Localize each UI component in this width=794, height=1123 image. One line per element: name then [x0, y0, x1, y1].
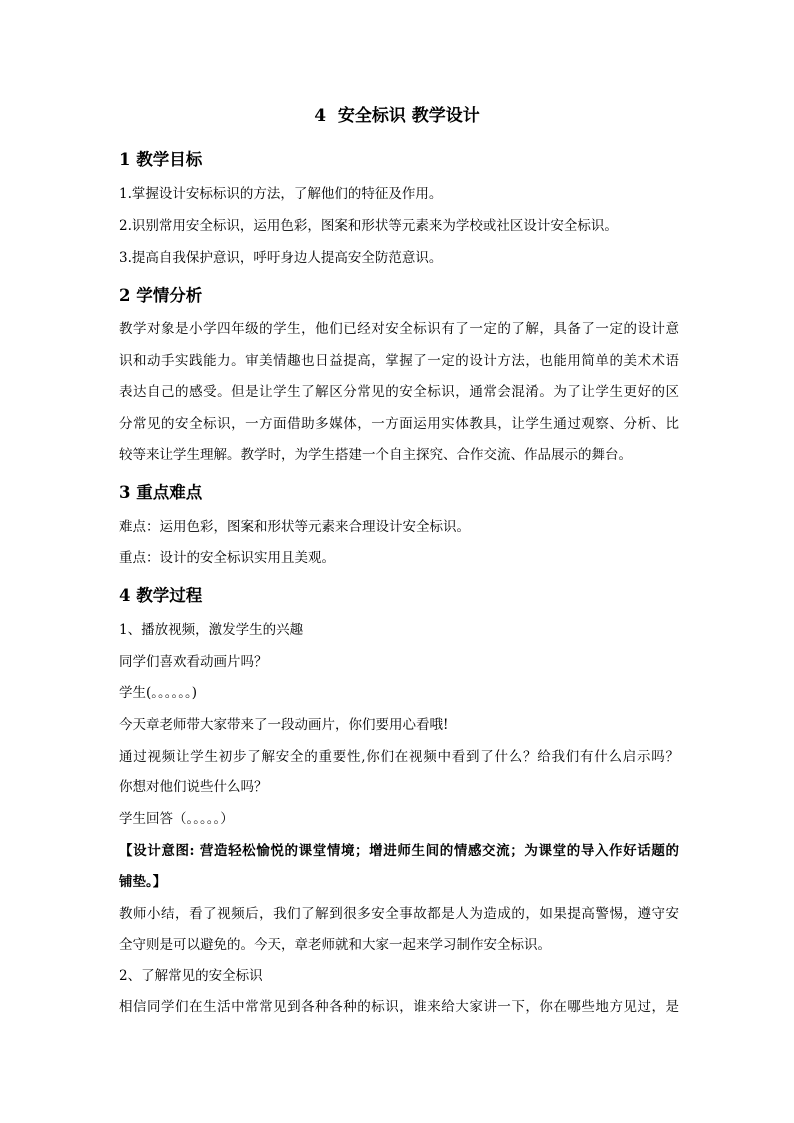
paragraph-line: 相信同学们在生活中常常见到各种各种的标识，谁来给大家讲一下，你在哪些地方见过，是: [119, 999, 679, 1015]
paragraph-line: 表达自己的感受。但是让学生了解区分常见的安全标识，通常会混淆。为了让学生更好的区: [119, 384, 679, 400]
paragraph-line: 你想对他们说些什么吗？: [119, 779, 268, 795]
paragraph-line: 同学们喜欢看动画片吗？: [119, 654, 268, 670]
paragraph-line: 3.提高自我保护意识，呼吁身边人提高安全防范意识。: [119, 250, 443, 266]
document-title: 4 安全标识 教学设计: [314, 106, 480, 126]
section-heading: 1 教学目标: [119, 150, 203, 169]
paragraph-line: 较等来让学生理解。教学时，为学生搭建一个自主探究、合作交流、作品展示的舞台。: [119, 447, 632, 463]
paragraph-line: 学生回答（。。。。。）: [119, 811, 234, 827]
paragraph-line: 难点：运用色彩，图案和形状等元素来合理设计安全标识。: [119, 519, 470, 535]
paragraph-line: 今天章老师带大家带来了一段动画片，你们要用心看哦!: [119, 717, 449, 733]
paragraph-line: 1、播放视频，激发学生的兴趣: [119, 622, 304, 638]
paragraph-line: 重点：设计的安全标识实用且美观。: [119, 550, 335, 566]
paragraph-line: 2、了解常见的安全标识: [119, 968, 263, 984]
paragraph-line: 2.识别常用安全标识，运用色彩，图案和形状等元素来为学校或社区设计安全标识。: [119, 218, 618, 234]
design-intent-line: 铺垫。】: [119, 874, 167, 890]
section-heading: 4 教学过程: [119, 586, 203, 605]
section-heading: 3 重点难点: [119, 483, 203, 502]
paragraph-line: 识和动手实践能力。审美情趣也日益提高，掌握了一定的设计方法，也能用简单的美术术语: [119, 353, 679, 369]
design-intent-line: 【设计意图: 营造轻松愉悦的课堂情境；增进师生间的情感交流；为课堂的导入作好话题的: [119, 843, 679, 859]
section-heading: 2 学情分析: [119, 286, 203, 305]
paragraph-line: 分常见的安全标识，一方面借助多媒体，一方面运用实体教具，让学生通过观察、分析、比: [119, 416, 679, 432]
paragraph-line: 学生(。。。。。。): [119, 685, 198, 701]
paragraph-line: 1.掌握设计安标标识的方法，了解他们的特征及作用。: [119, 186, 443, 202]
paragraph-line: 教学对象是小学四年级的学生，他们已经对安全标识有了一定的了解，具备了一定的设计意: [119, 321, 679, 337]
paragraph-line: 通过视频让学生初步了解安全的重要性,你们在视频中看到了什么？给我们有什么启示吗？: [119, 749, 679, 765]
paragraph-line: 教师小结，看了视频后，我们了解到很多安全事故都是人为造成的，如果提高警惕，遵守安: [119, 906, 679, 922]
paragraph-line: 全守则是可以避免的。今天，章老师就和大家一起来学习制作安全标识。: [119, 937, 551, 953]
